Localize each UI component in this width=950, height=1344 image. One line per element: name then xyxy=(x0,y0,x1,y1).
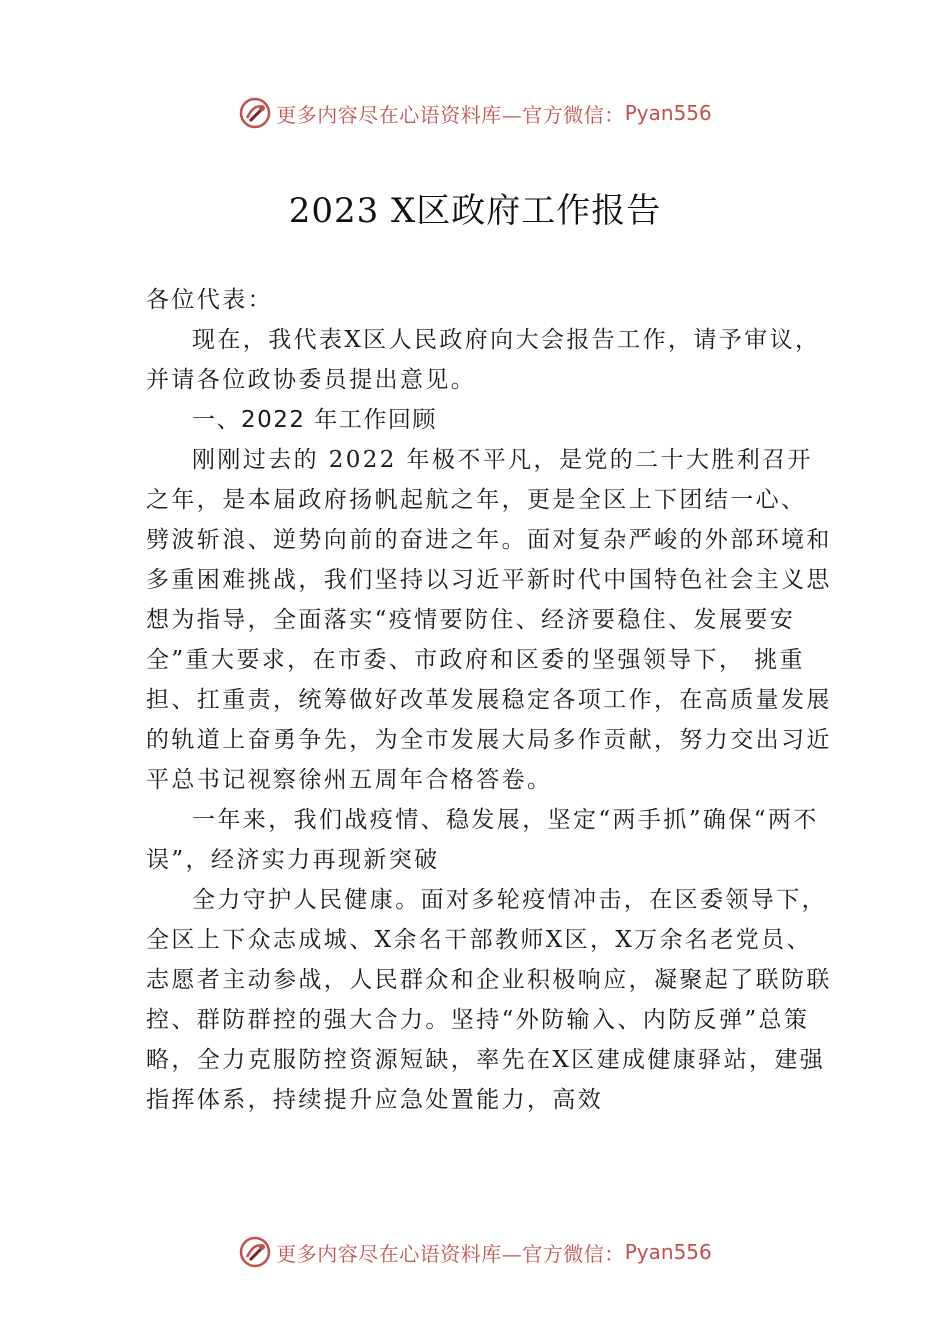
banner-text: 更多内容尽在心语资料库—官方微信： xyxy=(276,102,625,127)
brand-logo-icon xyxy=(238,96,272,130)
intro-paragraph: 现在，我代表X区人民政府向大会报告工作，请予审议，并请各位政协委员提出意见。 xyxy=(146,327,821,393)
banner-wechat-id: Pyan556 xyxy=(624,1240,712,1264)
document-body xyxy=(146,280,836,1120)
subheading-paragraph: 一年来，我们战疫情、稳发展，坚定“两手抓”确保“两不误”，经济实力再现新突破 xyxy=(146,807,819,873)
brand-logo-icon xyxy=(238,1235,272,1269)
body-paragraph: 刚刚过去的 2022 年极不平凡，是党的二十大胜利召开之年，是本届政府扬帆起航之年，更是全区上下团结一心、 劈波斩浪、逆势向前的奋进之年。面对复杂严峻的外部环境和多重困难挑战，我们坚持以习近平新时代中国特色社会主义思想为指导，全面落实“疫情要防住、经济要稳住、发展要安全”重大要求，在市委、市政府和区委的坚强领导下， 挑重担、扛重责，统筹做好改革发展稳定各项工作，在高质量发展的轨道上奋勇争先，为全市发展大局多作贡献，努力交出习近平总书记视察徐州五周年合格答卷。 xyxy=(146,447,832,793)
footer-banner xyxy=(0,1232,950,1272)
document-title: 2023 X区政府工作报告 xyxy=(288,191,662,231)
banner-text: 更多内容尽在心语资料库—官方微信： xyxy=(276,1241,625,1266)
section-heading: 一、2022 年工作回顾 xyxy=(192,407,437,433)
salutation: 各位代表： xyxy=(146,287,273,313)
banner-wechat-id: Pyan556 xyxy=(624,101,712,125)
header-banner xyxy=(0,93,950,133)
body-paragraph: 全力守护人民健康。面对多轮疫情冲击，在区委领导下，全区上下众志成城、X余名干部教师X区，X万余名老党员、志愿者主动参战，人民群众和企业积极响应，凝聚起了联防联控、群防群控的强大合力。坚持“外防输入、内防反弹”总策略，全力克服防控资源短缺，率先在X区建成健康驿站，建强指挥体系，持续提升应急处置能力，高效 xyxy=(146,887,832,1113)
